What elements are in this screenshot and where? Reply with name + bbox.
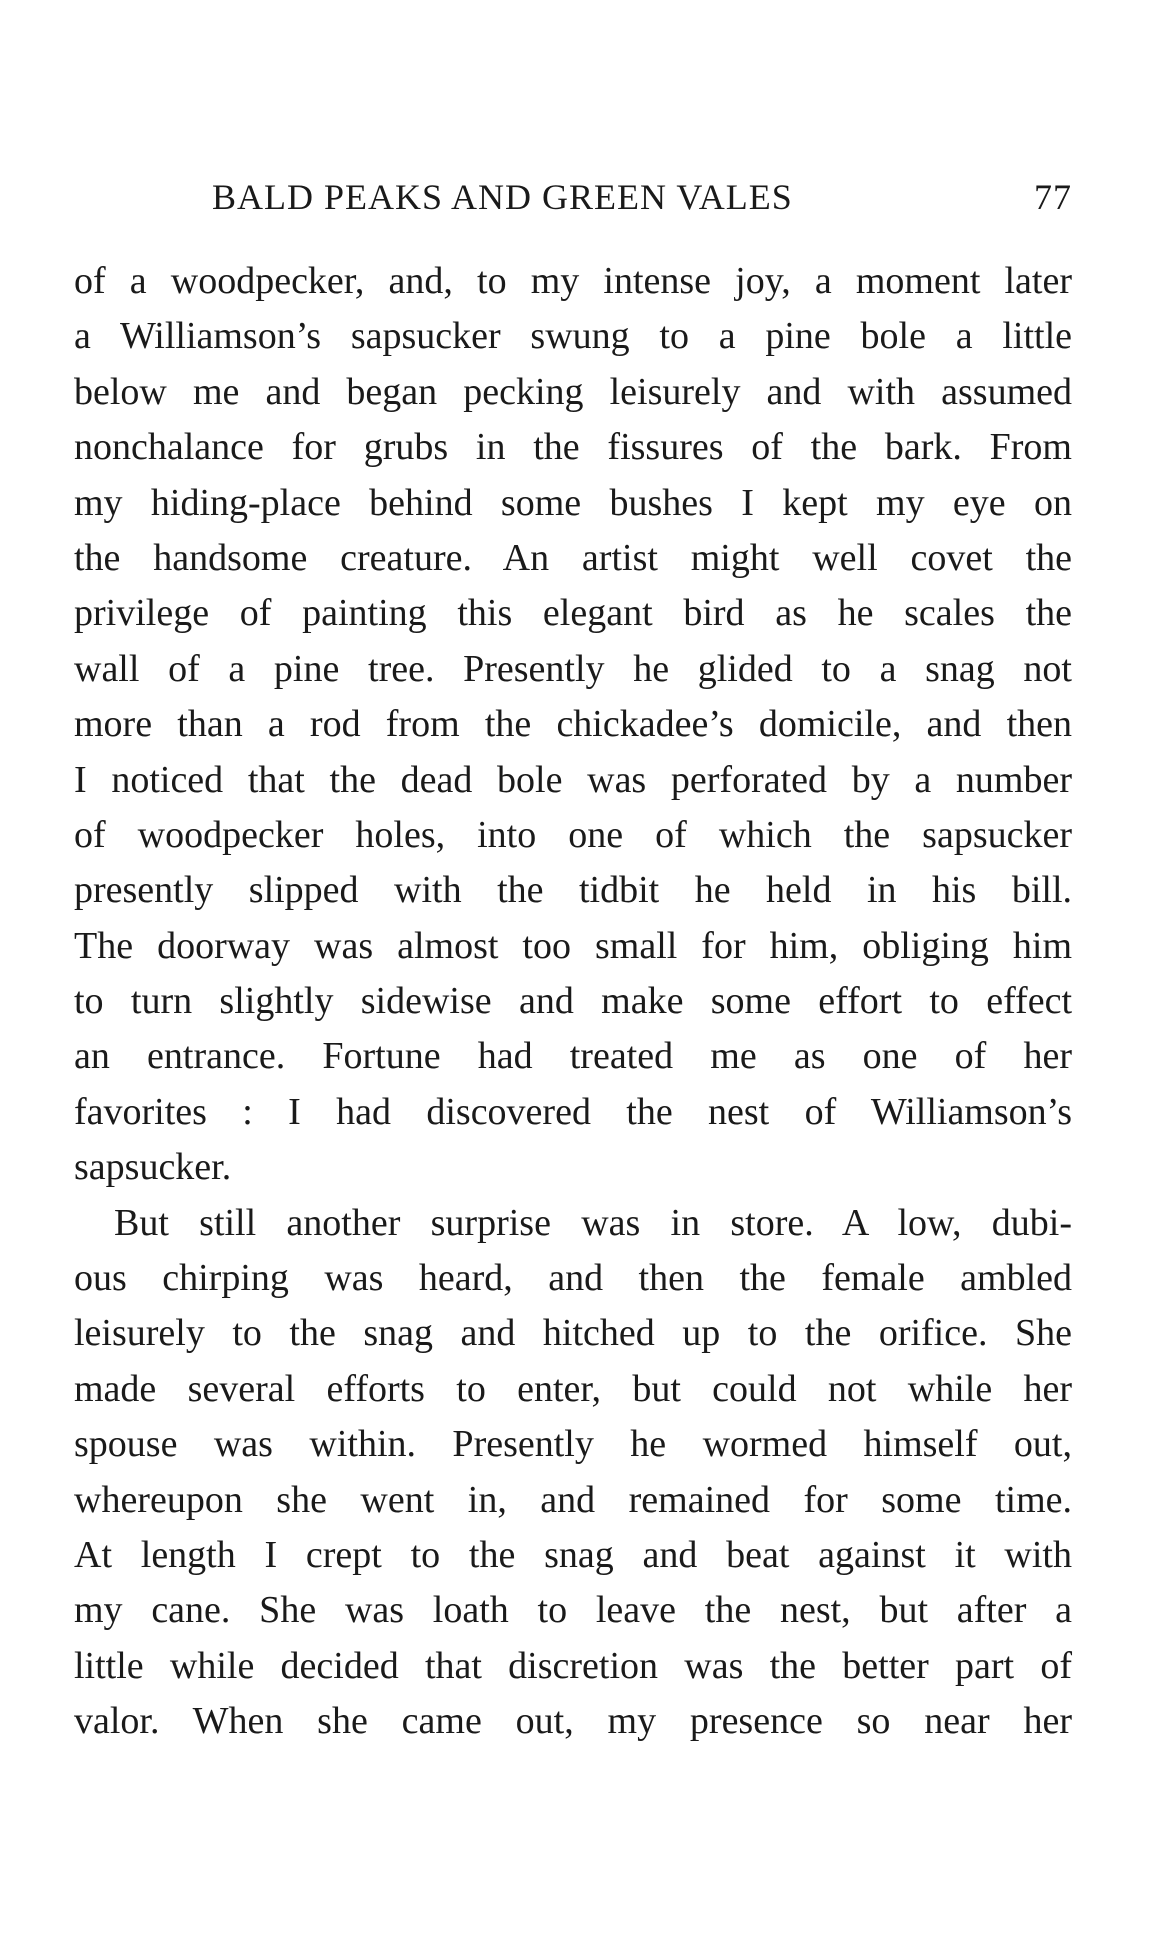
text-line: sapsucker. — [74, 1146, 232, 1189]
text-line: little while decided that discretion was the better part of — [74, 1644, 1072, 1687]
text-line: favorites : I had discovered the nest of Williamson’s — [74, 1090, 1072, 1133]
text-line: made several efforts to enter, but could not while her — [74, 1367, 1072, 1410]
paragraph-2 — [74, 1196, 1072, 1750]
paragraph-1 — [74, 254, 1072, 1196]
running-title: BALD PEAKS AND GREEN VALES — [212, 177, 793, 217]
text-line: privilege of painting this elegant bird as he scales the — [74, 592, 1072, 635]
text-line: of woodpecker holes, into one of which the sapsucker — [74, 813, 1072, 856]
page-header — [212, 176, 1072, 220]
page-number: 77 — [1034, 177, 1072, 217]
text-line: ous chirping was heard, and then the female ambled — [74, 1257, 1072, 1300]
text-line: But still another surprise was in store. A low, dubi- — [114, 1201, 1072, 1244]
text-line: the handsome creature. An artist might well covet the — [74, 536, 1072, 579]
text-line: below me and began pecking leisurely and with assumed — [74, 370, 1072, 413]
text-line: of a woodpecker, and, to my intense joy, a moment later — [74, 260, 1072, 302]
text-line: an entrance. Fortune had treated me as one of her — [74, 1035, 1072, 1078]
text-line: At length I crept to the snag and beat against it with — [74, 1533, 1072, 1576]
text-line: wall of a pine tree. Presently he glided to a snag not — [74, 647, 1072, 690]
text-line: my cane. She was loath to leave the nest, but after a — [74, 1589, 1072, 1632]
text-line: leisurely to the snag and hitched up to the orifice. She — [74, 1312, 1072, 1355]
text-line: a Williamson’s sapsucker swung to a pine bole a little — [74, 315, 1072, 358]
text-line: valor. When she came out, my presence so near her — [74, 1700, 1072, 1743]
text-line: to turn slightly sidewise and make some effort to effect — [74, 980, 1072, 1023]
text-line: nonchalance for grubs in the fissures of the bark. From — [74, 426, 1072, 469]
text-line: spouse was within. Presently he wormed himself out, — [74, 1423, 1072, 1466]
text-line: my hiding-place behind some bushes I kept my eye on — [74, 481, 1072, 524]
text-line: more than a rod from the chickadee’s domicile, and then — [74, 703, 1072, 746]
text-line: whereupon she went in, and remained for some time. — [74, 1478, 1072, 1521]
text-line: I noticed that the dead bole was perforated by a number — [74, 758, 1072, 801]
text-line: presently slipped with the tidbit he held in his bill. — [74, 869, 1072, 912]
text-line: The doorway was almost too small for him, obliging him — [74, 924, 1072, 967]
body-text — [74, 254, 1072, 1750]
